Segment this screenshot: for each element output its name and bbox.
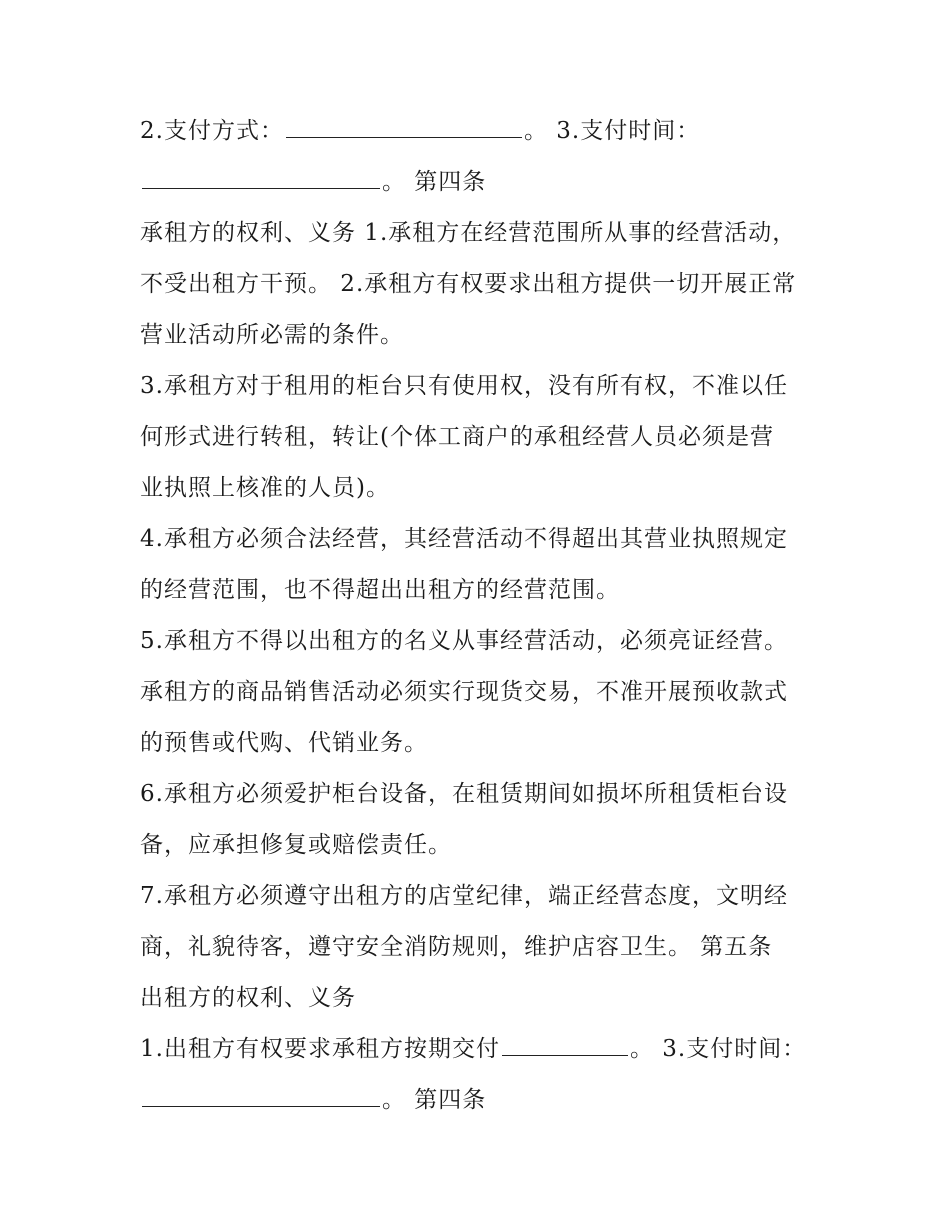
- text-line: [140, 157, 820, 208]
- text-line: 何形式进行转租，转让(个体工商户的承租经营人员必须是营: [140, 424, 774, 450]
- text-line: 的经营范围，也不得超出出租方的经营范围。: [140, 577, 620, 603]
- payment-time-label-2: 。 3.支付时间：: [629, 1036, 807, 1062]
- document-body: [140, 106, 820, 1126]
- text-line: 商，礼貌待客，遵守安全消防规则，维护店容卫生。 第五条: [140, 934, 773, 960]
- payment-method-label: 2.支付方式：: [140, 118, 284, 144]
- text-line: 出租方的权利、义务: [140, 985, 356, 1011]
- text-line: 4.承租方必须合法经营，其经营活动不得超出其营业执照规定: [140, 526, 788, 552]
- article-four-heading-2: 。 第四条: [382, 1087, 487, 1113]
- text-line: 营业活动所必需的条件。: [140, 322, 404, 348]
- payment-method-blank[interactable]: [286, 117, 522, 138]
- text-line: 承租方的商品销售活动必须实行现货交易，不准开展预收款式: [140, 679, 788, 705]
- text-line: 不受出租方干预。 2.承租方有权要求出租方提供一切开展正常: [140, 271, 797, 297]
- text-line: 备，应承担修复或赔偿责任。: [140, 832, 452, 858]
- text-line: 承租方的权利、义务 1.承租方在经营范围所从事的经营活动，: [140, 220, 797, 246]
- lessor-right-label: 1.出租方有权要求承租方按期交付: [140, 1036, 500, 1062]
- delivery-blank[interactable]: [502, 1035, 628, 1056]
- text-line: 业执照上核准的人员)。: [140, 475, 390, 501]
- text-line: [140, 1075, 820, 1126]
- payment-time-label: 。 3.支付时间：: [523, 118, 701, 144]
- payment-time-blank[interactable]: [142, 168, 380, 189]
- text-line: [140, 1024, 820, 1075]
- text-line: 7.承租方必须遵守出租方的店堂纪律，端正经营态度，文明经: [140, 883, 788, 909]
- text-line: [140, 106, 820, 157]
- text-line: 6.承租方必须爱护柜台设备，在租赁期间如损坏所租赁柜台设: [140, 781, 788, 807]
- payment-time-blank-2[interactable]: [142, 1086, 380, 1107]
- text-line: 5.承租方不得以出租方的名义从事经营活动，必须亮证经营。: [140, 628, 788, 654]
- text-line: 的预售或代购、代销业务。: [140, 730, 428, 756]
- text-line: 3.承租方对于租用的柜台只有使用权，没有所有权，不准以任: [140, 373, 788, 399]
- article-four-heading: 。 第四条: [382, 169, 487, 195]
